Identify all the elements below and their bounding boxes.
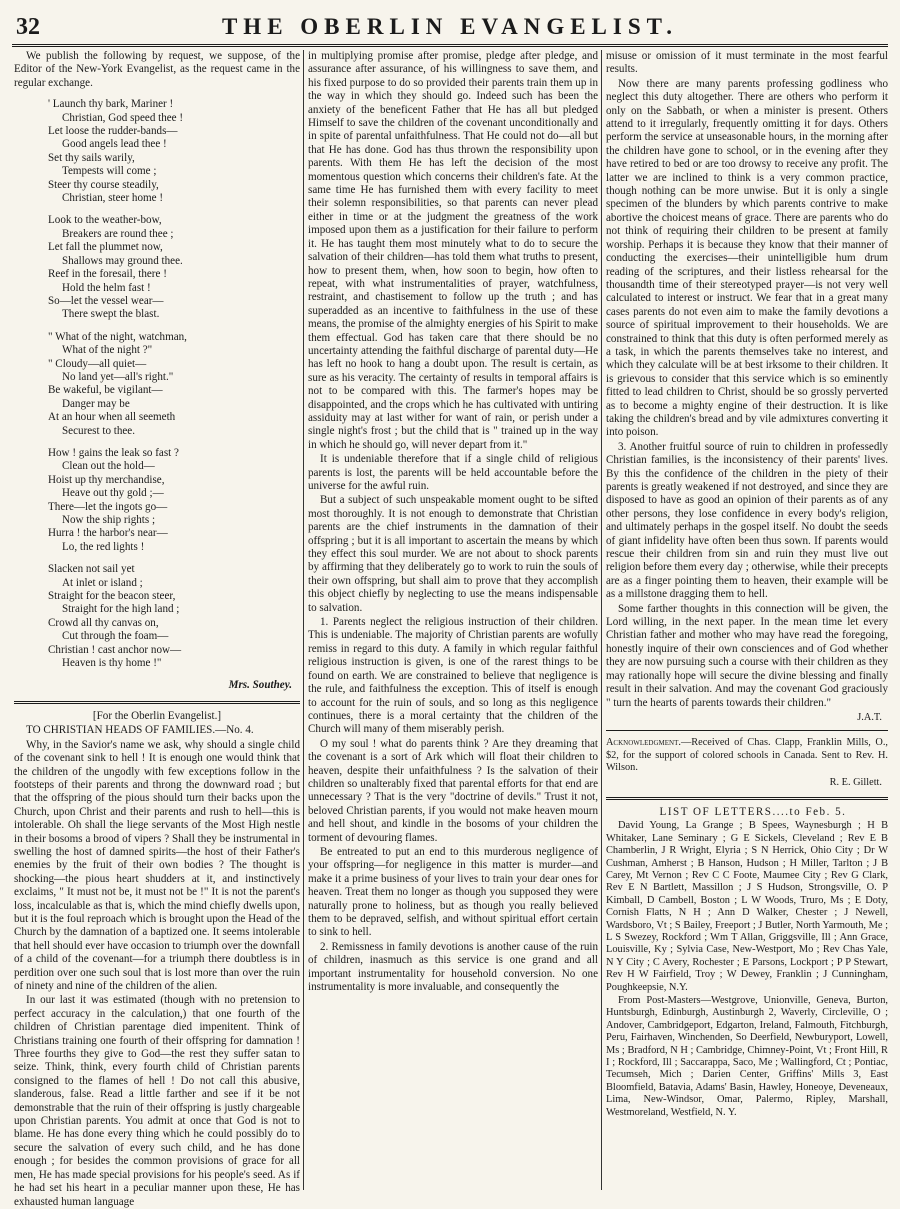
acknowledgment bbox=[606, 737, 888, 774]
acknowledgment-signature: R. E. Gillett. bbox=[829, 776, 882, 788]
column-3 bbox=[606, 50, 888, 1190]
poem-line: Heave out thy gold ;— bbox=[62, 487, 164, 500]
article-paragraph: 1. Parents neglect the religious instruction of their children. This is undeniable. The majority of Christian parents are wofully remiss in regard to this duty. A family in which regular faithful religious instruction is given, is one of the rarest things to be found on earth. We are constrained to believe that negligence is the rule, and faithfulness the exception. This of itself is enough to account for the ruin of souls, and so long as this negligence continues, there is a moral certainty that the children of the Church will many of them miserably perish. bbox=[308, 616, 598, 736]
poem-line: Reef in the foresail, there ! bbox=[48, 268, 167, 281]
poem-line: Steer thy course steadily, bbox=[48, 178, 159, 191]
poem-stanza bbox=[48, 447, 300, 554]
poem-line: Now the ship rights ; bbox=[62, 514, 156, 526]
letters-list: David Young, La Grange ; B Spees, Waynesburgh ; H B Whitaker, Lane Seminary ; G E Sickels, Cleveland ; Rev E B Chamberlin, J R Wright, Elyria ; S N Herrick, Ohio City ; Dr W Cushman, Amherst ; B Hanson, Hudson ; H Miller, Tarlton ; J B Carey, Mt Vernon ; Rev C C Foote, Maumee City ; Rev G Clark, Rev E N Bartlett, Massillon ; J S Hudson, Strongsville, O. P Kimball, D Cambell, Boston ; L W Woods, Truro, Ms ; E Doty, Cornish Flatts, N H ; Ann D Walker, Chester ; J Newell, Wardsboro, Vt ; S Bailey, Freeport ; J Butler, North Yarmouth, Me ; L S Swezey, Rockford ; Wm T Allan, Griggsville, Ill ; Ann Grace, Louisville, Ky ; Sylvia Case, New-Westport, Mo ; Rev Chas Yale, N Y City ; C Avery, Rochester ; E Parsons, Lockport ; P P Stewart, Rev H W Fairfield, Troy ; W Dewey, Franklin ; J Cunningham, Poughkeepsie, N.Y. bbox=[606, 820, 888, 993]
poem-line: " Cloudy—all quiet— bbox=[48, 357, 147, 370]
poem-line: Danger may be bbox=[62, 397, 130, 410]
masthead-rule bbox=[12, 44, 888, 47]
newspaper-title: THE OBERLIN EVANGELIST. bbox=[221, 14, 679, 39]
poem bbox=[48, 98, 300, 693]
article-paragraph: Now there are many parents professing godliness who neglect this duty altogether. There are others who perform it only on the Sabbath, or when a minister is present. Others attend to it irregularly, frequently omitting it for days. Others perform the service at unseasonable hours, in the morning after the children have gone to school, or in the evening after they have retired to bed or are too drowsy to receive any profit. The latter we are inclined to think is a very common practice, though nothing can be more unwise. But it is only a single specimen of the blunders by which parents contrive to make abortive the choicest means of grace. There are parents who do not think of requiring their children to be present at family worship. Perhaps it is because they know that their manner of conducting the exercises—their unintelligible hum drum reading of the scriptures, and their listless rehearsal for the thousandth time of their stereotyped prayer—is not very well calculated to interest or instruct. We fear that in a great many cases parents do not even aim to make the family devotions a source of spiritual improvement to their households. We are constrained to think that this duty is often performed merely as a task, in which the parents themselves take no interest, and which they calculate will be at best irksome to their children. It is grievous to consider that this service which is so eminently fitted to lead children to Christ, should be so grossly perverted as to become a mighty engine of their destruction. It is like taking the children's bread and by vile admixtures converting it into poison. bbox=[606, 77, 888, 439]
article-signature: J.A.T. bbox=[857, 711, 882, 723]
article-paragraph: misuse or omission of it must terminate in the most fearful results. bbox=[606, 50, 888, 76]
poem-stanza bbox=[48, 563, 300, 670]
poem-line: There—let the ingots go— bbox=[48, 500, 168, 513]
poem-line: How ! gains the leak so fast ? bbox=[48, 446, 179, 459]
article-paragraph: Why, in the Savior's name we ask, why should a single child of the covenant sink to hell ! It is enough one would think that the children of the ungodly with few exceptions follow in the footsteps of their parents and throng the downward road ; but that the offspring of the pious should turn their backs upon the Church, upon Christ and their parents and rush to hell—this is intolerable. Oh shall the liege servants of the Most High nestle in their bosoms a brood of vipers ? Shall they be instrumental in swelling the host of damned spirits—the host of their Father's enemies by the fruit of their own bodies ? The thought is shocking—the pious heart shudders at it, and instinctively exclaims, " It must not be, it must not be !" It is not the parent's loss, incalculable as that is, which the mind chiefly dwells upon, but it is the foul reproach which is brought upon the Head of the Church by the damnation of a baptized one. It seems intolerable that hell should ever have occasion to triumph over the downfall of a child of the covenant—for a triumph there doubtless is in perdition over one such soul that is lost more than over the ruin of ninety and nine of the children of the alien. bbox=[14, 738, 300, 992]
poem-author: Mrs. Southey. bbox=[228, 679, 292, 692]
poem-line: Set thy sails warily, bbox=[48, 151, 135, 164]
poem-line: Crowd all thy canvas on, bbox=[48, 616, 159, 629]
poem-line: Christian, God speed thee ! bbox=[62, 111, 184, 124]
section-rule bbox=[606, 797, 888, 800]
poem-line: Let fall the plummet now, bbox=[48, 241, 163, 254]
poem-line: Christian, steer home ! bbox=[62, 192, 164, 205]
poem-line: Securest to thee. bbox=[62, 424, 136, 437]
poem-line: Slacken not sail yet bbox=[48, 563, 135, 576]
poem-stanza bbox=[48, 214, 300, 321]
poem-line: Clean out the hold— bbox=[62, 460, 155, 473]
poem-line: No land yet—all's right." bbox=[62, 370, 174, 383]
source-note: [For the Oberlin Evangelist.] bbox=[92, 709, 222, 722]
article-paragraph: In our last it was estimated (though with no pretension to perfect accuracy in the calculation,) that one fourth of the children of Christian parentage died impenitent. Think of Christians training one fourth of their offspring for damnation ! Three fourths they give to God—the rest they suffer satan to seize. Think, think, every fourth child of Christian parents consigned to the flames of hell ! Do not call this abusive, slanderous, false. Read a little farther and see if it be not demonstrable that the ruin of their offspring is justly chargeable upon Christian parents. You admit at once that God is not to blame. He has done every thing which he could possibly do to secure the salvation of every such child, and he has done enough ; for besides the common provisions of grace for all men, He has made special provisions for his people's seed. As if he had set his heart in a peculiar manner upon these, He has exhausted human language bbox=[14, 994, 300, 1208]
article-paragraph: It is undeniable therefore that if a single child of religious parents is lost, the parents will be held accountable before the universe for the awful ruin. bbox=[308, 453, 598, 492]
poem-line: Hoist up thy merchandise, bbox=[48, 473, 165, 486]
poem-line: Tempests will come ; bbox=[62, 165, 157, 178]
article-paragraph: Some farther thoughts in this connection will be given, the Lord willing, in the next paper. In the mean time let every Christian father and mother who may have read the foregoing, honestly inquire of their own consciences and of God whether they are now pursuing such a course with their children as they may rationally hope will secure the divine blessing and finally result in their salvation. And may the covenant God graciously " turn the hearts of parents towards their children." bbox=[606, 602, 888, 709]
poem-line: So—let the vessel wear— bbox=[48, 294, 164, 307]
article-paragraph: in multiplying promise after promise, pledge after pledge, and assurance after assurance, of his willingness to save them, and his fixed purpose to do so provided their parents train them up in the way in which they should go. Indeed such has been the anxiety of the beneficent Father that He has all but pledged Himself to save the children of the covenant unconditionally and in spite of parental unfaithfulness. That He could not do—all but that He has done. God has thus thrown the responsibility upon parents. With them He has left the decision of the most momentous question which concerns their children's fate. At the same time He has furnished them with every facility to meet their solemn responsibilities, so that parents can never plead either in time or at the judgment the greatness of the work imposed upon them as a justification for their failure to perform it. He has taught them most minutely what to do to secure the salvation of their children—has told them what truths to present, how to present them, when, how soon to begin, how often to repeat, with what instrumentalities of prayer, watchfulness, restraint, and chastisement to follow up the truth ; and has superadded as an incentive to faithfulness in the use of these means, the promise of the almighty energies of his Spirit to make them effectual. God has taken care that there should be no uncertainty attending the faithful discharge of parental duty—He has left no hook to hang a doubt upon. The result is certain, as sure as his veracity. The certainty of results in temporal affairs is not to be compared with this. The farmer's hopes may be disappointed, and the crops which he has cultivated with untiring assiduity may at last wither for want of rain, or perish under a single night's frost ; but the child that is " trained up in the way in which he should go, will never depart from it." bbox=[308, 50, 598, 451]
poem-line: Straight for the high land ; bbox=[62, 603, 180, 616]
poem-line: There swept the blast. bbox=[62, 308, 160, 321]
poem-line: Good angels lead thee ! bbox=[62, 138, 167, 151]
poem-line: Look to the weather-bow, bbox=[48, 214, 162, 227]
poem-line: Heaven is thy home !" bbox=[62, 657, 162, 670]
poem-line: Be wakeful, be vigilant— bbox=[48, 384, 163, 397]
acknowledgment-text: —Received of Chas. Clapp, Franklin Mills, O., $2, for the support of colored schools in Canada. Sent to Rev. H. Wilson. bbox=[606, 737, 888, 774]
article-paragraph: 3. Another fruitful source of ruin to children in professedly Christian families, is the inconsistency of their parents' lives. By this the confidence of the children in the piety of their parents is greatly weakened if not destroyed, and since they are disposed to have as good an opinion of their parents as of any other persons, they lose confidence in every body's religion, and ultimately perhaps in the gospel itself. No doubt the seeds of giant infidelity have often been thus sown. If parents would rescue their children from sin and ruin they must live out religion before them every day ; otherwise, while their precepts are as a finger pointing them to heaven, their example will be as a millstone dragging them to hell. bbox=[606, 440, 888, 601]
article-paragraph: 2. Remissness in family devotions is another cause of the ruin of children, inasmuch as this service is one grand and all important instrumentality for household conversion. No one instrumentality is more invaluable, and consequently the bbox=[308, 940, 598, 994]
poem-stanza bbox=[48, 331, 300, 438]
column-1 bbox=[14, 50, 300, 1208]
article-paragraph: Be entreated to put an end to this murderous negligence of your offspring—for negligence in this matter is murder—and make it a prime business of your lives to train your dear ones for heaven. Treat them no longer as though you supposed they were naturally prone to holiness, but as though you really believed them to be depraved, selfish, and without spiritual effort certain to sink to hell. bbox=[308, 845, 598, 939]
masthead bbox=[12, 8, 888, 44]
section-rule bbox=[606, 730, 888, 731]
column-divider bbox=[303, 50, 304, 1190]
poem-line: ' Launch thy bark, Mariner ! bbox=[48, 98, 174, 111]
poem-line: Straight for the beacon steer, bbox=[48, 590, 176, 603]
acknowledgment-label: Acknowledgment. bbox=[606, 737, 681, 749]
poem-stanza bbox=[48, 98, 300, 205]
poem-line: " What of the night, watchman, bbox=[48, 330, 187, 343]
poem-line: Christian ! cast anchor now— bbox=[48, 643, 182, 656]
poem-line: What of the night ?" bbox=[62, 344, 153, 357]
poem-intro: We publish the following by request, we suppose, of the Editor of the New-York Evangelist, as the request came in the regular exchange. bbox=[14, 50, 300, 89]
poem-line: Shallows may ground thee. bbox=[62, 254, 183, 267]
page-number: 32 bbox=[16, 14, 40, 40]
poem-line: At an hour when all seemeth bbox=[48, 411, 176, 424]
poem-line: Hold the helm fast ! bbox=[62, 281, 151, 294]
letters-list: From Post-Masters—Westgrove, Unionville, Geneva, Burton, Huntsburgh, Edinburgh, Austinburgh 2, Waverly, Circleville, O ; Andover, Cambridgeport, Edgarton, Ireland, Falmouth, Fitchburgh, Peru, Fairhaven, Winchenden, So Deerfield, Newburyport, Lowell, Ms ; Bradford, N H ; Cambridge, Chimney-Point, Vt ; Front Hill, R I ; Rockford, Ill ; Saccarappa, Saco, Me ; Wallingford, Ct ; Pontiac, Tecumseh, Mich ; Darien Center, Griffins' Mills 3, East Bloomfield, Batavia, Adams' Basin, Hawley, Honeoye, Deveneaux, Lima, New-Windsor, Omar, Palermo, Ripley, Marshall, Westmoreland, Westfield, N. Y. bbox=[606, 995, 888, 1118]
article-paragraph: But a subject of such unspeakable moment ought to be sifted most thoroughly. It is not enough to demonstrate that Christian parents are the chief instruments in the damnation of their offspring ; but it is all important to ascertain the means by which they effect this soul murder. We are not about to shock parents by affirming that they deliberately go to work to ruin the souls of their own offspring, but shall aim to prove that they accomplish this object chiefly by neglecting to use the means indispensable to salvation. bbox=[308, 494, 598, 614]
poem-line: Breakers are round thee ; bbox=[62, 227, 174, 240]
poem-line: Hurra ! the harbor's near— bbox=[48, 527, 168, 540]
poem-line: At inlet or island ; bbox=[62, 576, 143, 589]
section-rule bbox=[14, 701, 300, 704]
poem-line: Cut through the foam— bbox=[62, 630, 169, 643]
letters-title: LIST OF LETTERS....to Feb. 5. bbox=[659, 805, 847, 818]
poem-line: Lo, the red lights ! bbox=[62, 540, 145, 553]
article-heading: TO CHRISTIAN HEADS OF FAMILIES.—No. 4. bbox=[26, 724, 254, 737]
column-divider bbox=[601, 50, 602, 1190]
column-2 bbox=[308, 50, 598, 1190]
article-paragraph: O my soul ! what do parents think ? Are they dreaming that the covenant is a sort of Ark which will float their children to heaven, despite their unfaithfulness ? Is the salvation of their children so unalterably fixed that parental efforts for that end are unnecessary ? That is the very "doctrine of devils." Trust it not, beloved Christian parents, if you would not make heaven mourn and hell shout, and kindle in the bosoms of your children the torment of devouring flames. bbox=[308, 737, 598, 844]
poem-line: Let loose the rudder-bands— bbox=[48, 125, 178, 138]
